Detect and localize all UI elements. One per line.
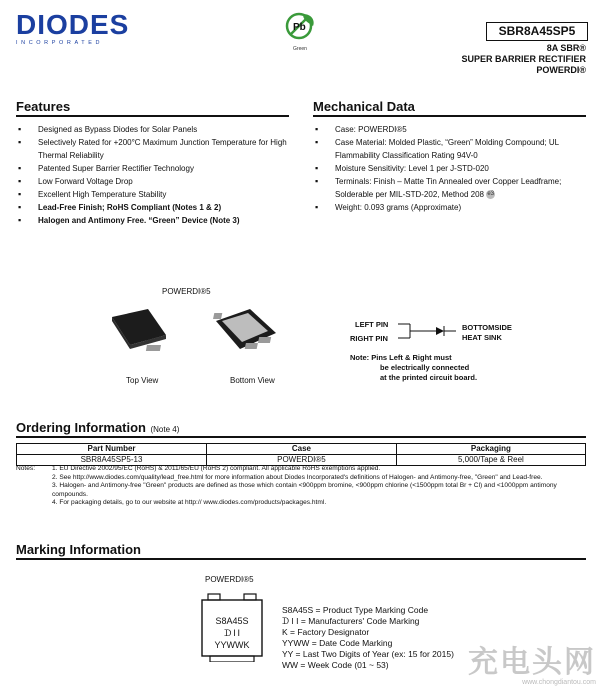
note-item: 1. EU Directive 2002/95/EC (RoHS) & 2011/65/EU (RoHS 2) compliant. All applicable RoHS exemptions applied. [52, 465, 381, 472]
green-pb-free-icon [283, 10, 317, 50]
logo-subtext: INCORPORATED [16, 40, 104, 46]
note-item: 4. For packaging details, go to our website at http:// www.diodes.com/products/packages.html. [52, 499, 327, 506]
bottom-view-label: Bottom View [230, 376, 275, 385]
note-item: 3. Halogen- and Antimony-free "Green" products are defined as those which contain <900ppm bromine, <900ppm chlorine (<1500ppm total Br + Cl) and <1000ppm antimony compounds. [52, 482, 557, 498]
header-part-number: Part Number [17, 444, 207, 455]
note-item: 2. See http://www.diodes.com/quality/lead_free.html for more information about Diodes Incorporated's definitions of Halogen- and Antimony-free, "Green" and Lead-free. [52, 473, 543, 481]
marking-legend [282, 605, 454, 671]
mechanical-rule [313, 115, 586, 117]
mechanical-item [313, 175, 588, 201]
diodes-logo [16, 11, 136, 51]
features-rule [16, 115, 289, 117]
subtitle-package: POWERDI® [536, 65, 586, 75]
package-note-line-3: at the printed circuit board. [380, 373, 478, 382]
chip-manufacturer-code: ᗪ I I [223, 628, 241, 638]
part-number-box: SBR8A45SP5 [486, 22, 588, 41]
package-note-line-1: Note: Pins Left & Right must [350, 353, 452, 362]
top-view-label: Top View [126, 376, 159, 385]
cell-case: POWERDI®5 [207, 455, 397, 466]
mechanical-item: ▪ Case: POWERDI®5 [313, 123, 588, 136]
feature-item: ▪ Patented Super Barrier Rectifier Technology [16, 162, 291, 175]
pb-text: Pb [293, 22, 306, 33]
header-packaging: Packaging [396, 444, 585, 455]
subtitle-rating: 8A SBR® [546, 43, 586, 53]
logo-text: DIODES [16, 9, 130, 40]
table-header-row [17, 444, 586, 455]
diode-symbol-icon [396, 316, 468, 348]
notes-label: Notes: [16, 465, 36, 472]
marking-rule [16, 558, 586, 560]
ordering-notes [16, 465, 586, 508]
table-row [17, 455, 586, 466]
marking-package-name: POWERDI®5 [205, 575, 254, 584]
e3-icon: e3 [487, 191, 495, 198]
chip-date-code: YYWWK [214, 640, 250, 650]
legend-item: S8A45S = Product Type Marking Code [282, 605, 429, 615]
watermark [468, 647, 596, 686]
legend-item: WW = Week Code (01 ~ 53) [282, 660, 389, 670]
mechanical-title: Mechanical Data [313, 99, 415, 114]
header-case: Case [207, 444, 397, 455]
legend-item: YYWW = Date Code Marking [282, 638, 393, 648]
left-pin-label: LEFT PIN [355, 320, 389, 329]
terminals-text: Terminals: Finish – Matte Tin Annealed over Copper Leadframe; Solderable per MIL-STD-202, Method 208 [335, 177, 562, 199]
package-name: POWERDI®5 [162, 287, 211, 296]
marking-title: Marking Information [16, 542, 141, 557]
ordering-rule [16, 436, 586, 438]
legend-item: YY = Last Two Digits of Year (ex: 15 for 2015) [282, 649, 454, 659]
legend-item: K = Factory Designator [282, 627, 370, 637]
legend-item: ᗪ I I = Manufacturers' Code Marking [282, 616, 420, 626]
mechanical-item: ▪ Weight: 0.093 grams (Approximate) [313, 201, 588, 214]
features-list [16, 123, 291, 227]
bottomside-label: BOTTOMSIDE [462, 323, 512, 332]
cell-part-number: SBR8A45SP5-13 [17, 455, 207, 466]
subtitle-type: SUPER BARRIER RECTIFIER [461, 54, 586, 64]
right-pin-label: RIGHT PIN [350, 334, 388, 343]
heat-sink-label: HEAT SINK [462, 333, 502, 342]
watermark-url: www.chongdiantou.com [522, 679, 596, 686]
feature-item: ▪ Excellent High Temperature Stability [16, 188, 291, 201]
package-top-view-image [104, 305, 174, 357]
marking-chip-text [202, 615, 262, 651]
feature-item: ▪ Designed as Bypass Diodes for Solar Panels [16, 123, 291, 136]
mechanical-item: ▪ Case Material: Molded Plastic, “Green” Molding Compound; UL Flammability Classification Rating 94V-0 [313, 136, 588, 162]
feature-item: ▪ Low Forward Voltage Drop [16, 175, 291, 188]
mechanical-list [313, 123, 588, 214]
ordering-title: Ordering Information [16, 420, 146, 435]
chip-product-code: S8A45S [215, 616, 249, 626]
ordering-note-ref: (Note 4) [150, 425, 180, 434]
package-note-line-2: be electrically connected [380, 363, 470, 372]
ordering-heading [16, 419, 179, 437]
ordering-table [16, 443, 586, 466]
pb-free-leaf-icon [283, 10, 317, 42]
watermark-text: 充电头网 [468, 646, 596, 679]
cell-packaging: 5,000/Tape & Reel [396, 455, 585, 466]
mechanical-item: ▪ Moisture Sensitivity: Level 1 per J-STD-020 [313, 162, 588, 175]
package-bottom-view-image [210, 305, 282, 361]
feature-item: ▪ Lead-Free Finish; RoHS Compliant (Notes 1 & 2) [16, 201, 291, 214]
features-title: Features [16, 99, 71, 114]
green-label: Green [293, 46, 307, 52]
feature-item: ▪ Halogen and Antimony Free. “Green” Device (Note 3) [16, 214, 291, 227]
feature-item: ▪ Selectively Rated for +200°C Maximum Junction Temperature for High Thermal Reliability [16, 136, 291, 162]
notes-list [52, 465, 586, 508]
